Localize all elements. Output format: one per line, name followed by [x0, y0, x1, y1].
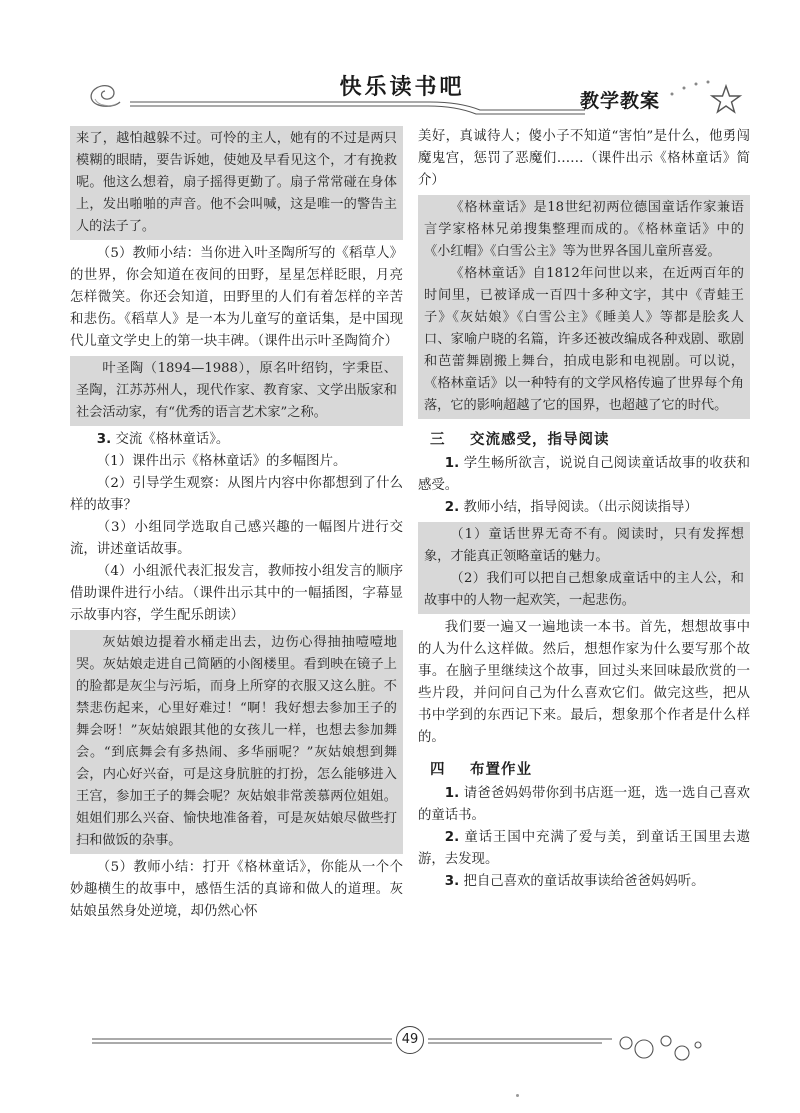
section-4-number: 四: [430, 762, 446, 778]
section-3-heading: [418, 429, 750, 451]
substep-3: （3）小组同学选取自己感兴趣的一幅图片进行交流，讲述童话故事。: [70, 520, 403, 557]
step-3-number: 3.: [96, 432, 112, 447]
substep-1: （1）课件出示《格林童话》的多幅图片。: [96, 454, 347, 469]
author-bio-box: [70, 356, 403, 426]
left-column: [70, 126, 403, 923]
section-tag: 教学教案: [580, 90, 661, 112]
swirl-ornament-icon: [86, 82, 126, 110]
homework-3-text: 把自己喜欢的童话故事读给爸爸妈妈听。: [463, 874, 705, 889]
homework-1-text: 请爸爸妈妈带你到书店逛一逛，选一选自己喜欢的童话书。: [418, 786, 750, 823]
story-excerpt-box: [70, 126, 403, 240]
homework-3-number: 3.: [444, 874, 460, 889]
header-rule: [130, 92, 585, 116]
stars-ornament-icon: [664, 72, 744, 118]
section-3-number: 三: [430, 432, 446, 448]
item-3-2-number: 2.: [444, 500, 460, 515]
cinderella-excerpt: 灰姑娘边提着水桶走出去，边伤心得抽抽噎噎地哭。灰姑娘走进自己简陋的小阁楼里。看到映在镜子上的脸都是灰尘与污垢，而身上所穿的衣服又这么脏。不禁悲伤起来，心里好难过！“啊！我好想去参加王子的舞会呀！”灰姑娘跟其他的女孩儿一样，也想去参加舞会。“到底舞会有多热闹、多华丽呢？”灰姑娘想到舞会，内心好兴奋，可是这身肮脏的打扮，怎么能够进入王宫，参加王子的舞会呢？灰姑娘非常羡慕两位姐姐。姐姐们那么兴奋、愉快地准备着，可是灰姑娘尽做些打扫和做饭的杂事。: [76, 635, 397, 848]
ye-shengtao-bio: 叶圣陶（1894—1988），原名叶绍钧，字秉臣、圣陶，江苏苏州人，现代作家、教育家、文学出版家和社会活动家，有“优秀的语言艺术家”之称。: [76, 361, 397, 420]
page-number: 49: [396, 1026, 424, 1054]
homework-3: [418, 871, 750, 893]
item-3-1-number: 1.: [444, 456, 460, 471]
reading-advice-paragraph: 我们要一遍又一遍地读一本书。首先，想想故事中的人为什么这样做。然后，想想作家为什么要写那个故事。在脑子里继续这个故事，回过头来回味最欣赏的一些片段，并问问自己为什么喜欢它们。做完这些，把从书中学到的东西记下来。最后，想象那个作者是什么样的。: [418, 620, 750, 745]
homework-1: [418, 783, 750, 827]
scarecrow-excerpt: 来了，越怕越躲不过。可怜的主人，她有的不过是两只模糊的眼睛，要告诉她，使她及早看见这个，才有挽救呢。他这么想着，扇子摇得更勤了。扇子常常碰在身体上，发出啪啪的声音。他不会叫喊，这是唯一的警告主人的法子了。: [76, 131, 397, 234]
grimm-intro-2: 《格林童话》自1812年问世以来，在近两百年的时间里，已被译成一百四十多种文字，其中《青蛙王子》《灰姑娘》《白雪公主》《睡美人》等都是脍炙人口、家喻户晓的名篇，许多还被改编成各种戏剧、歌剧和芭蕾舞剧搬上舞台，拍成电影和电视剧。可以说，《格林童话》以一种特有的文学风格传遍了世界每个角落，它的影响超越了它的国界，也超越了它的时代。: [424, 266, 744, 413]
section-4-title: 布置作业: [470, 762, 532, 778]
reading-guide-2: （2）我们可以把自己想象成童话中的主人公，和故事中的人物一起欢笑，一起悲伤。: [424, 571, 744, 608]
step-3-heading: [70, 429, 403, 451]
footer-dot: [516, 1094, 519, 1097]
substep-2: （2）引导学生观察：从图片内容中你都想到了什么样的故事？: [70, 476, 403, 513]
homework-2-number: 2.: [444, 830, 460, 845]
teacher-summary-5: （5）教师小结：当你进入叶圣陶所写的《稻草人》的世界，你会知道在夜间的田野，星星怎样眨眼，月亮怎样微笑。你还会知道，田野里的人们有着怎样的辛苦和悲伤。《稻草人》是一本为儿童写的童话集，是中国现代儿童文学史上的第一块丰碑。（课件出示叶圣陶简介）: [70, 246, 403, 349]
section-3-title: 交流感受，指导阅读: [470, 432, 610, 448]
reading-guide-box: [418, 522, 750, 614]
section-4-heading: [418, 759, 750, 781]
step-3-label: 交流《格林童话》。: [115, 432, 230, 447]
grimm-intro-box: [418, 195, 750, 419]
homework-2: [418, 827, 750, 871]
grimm-intro-1: 《格林童话》是18世纪初两位德国童话作家兼语言学家格林兄弟搜集整理而成的。《格林童话》中的《小红帽》《白雪公主》等为世界各国儿童所喜爱。: [424, 200, 744, 259]
continued-text: 美好，真诚待人；傻小子不知道“害怕”是什么，他勇闯魔鬼宫，惩罚了恶魔们……（课件出示《格林童话》简介）: [418, 129, 750, 188]
right-column: [418, 126, 750, 893]
substep-5: （5）教师小结：打开《格林童话》，你能从一个个妙趣横生的故事中，感悟生活的真谛和做人的道理。灰姑娘虽然身处逆境，却仍然心怀: [70, 860, 403, 919]
homework-1-number: 1.: [444, 786, 460, 801]
cinderella-excerpt-box: [70, 630, 403, 854]
item-3-1-text: 学生畅所欲言，说说自己阅读童话故事的收获和感受。: [418, 456, 750, 493]
reading-guide-1: （1）童话世界无奇不有。阅读时，只有发挥想象，才能真正领略童话的魅力。: [424, 527, 744, 564]
substep-4: （4）小组派代表汇报发言，教师按小组发言的顺序借助课件进行小结。（课件出示其中的一幅插图，字幕显示故事内容，学生配乐朗读）: [70, 564, 403, 623]
homework-2-text: 童话王国中充满了爱与美，到童话王国里去遨游，去发现。: [418, 830, 751, 867]
item-3-2: [418, 497, 750, 519]
item-3-2-text: 教师小结，指导阅读。（出示阅读指导）: [463, 500, 698, 515]
item-3-1: [418, 453, 750, 497]
column-title: 快乐读书吧: [339, 75, 465, 100]
